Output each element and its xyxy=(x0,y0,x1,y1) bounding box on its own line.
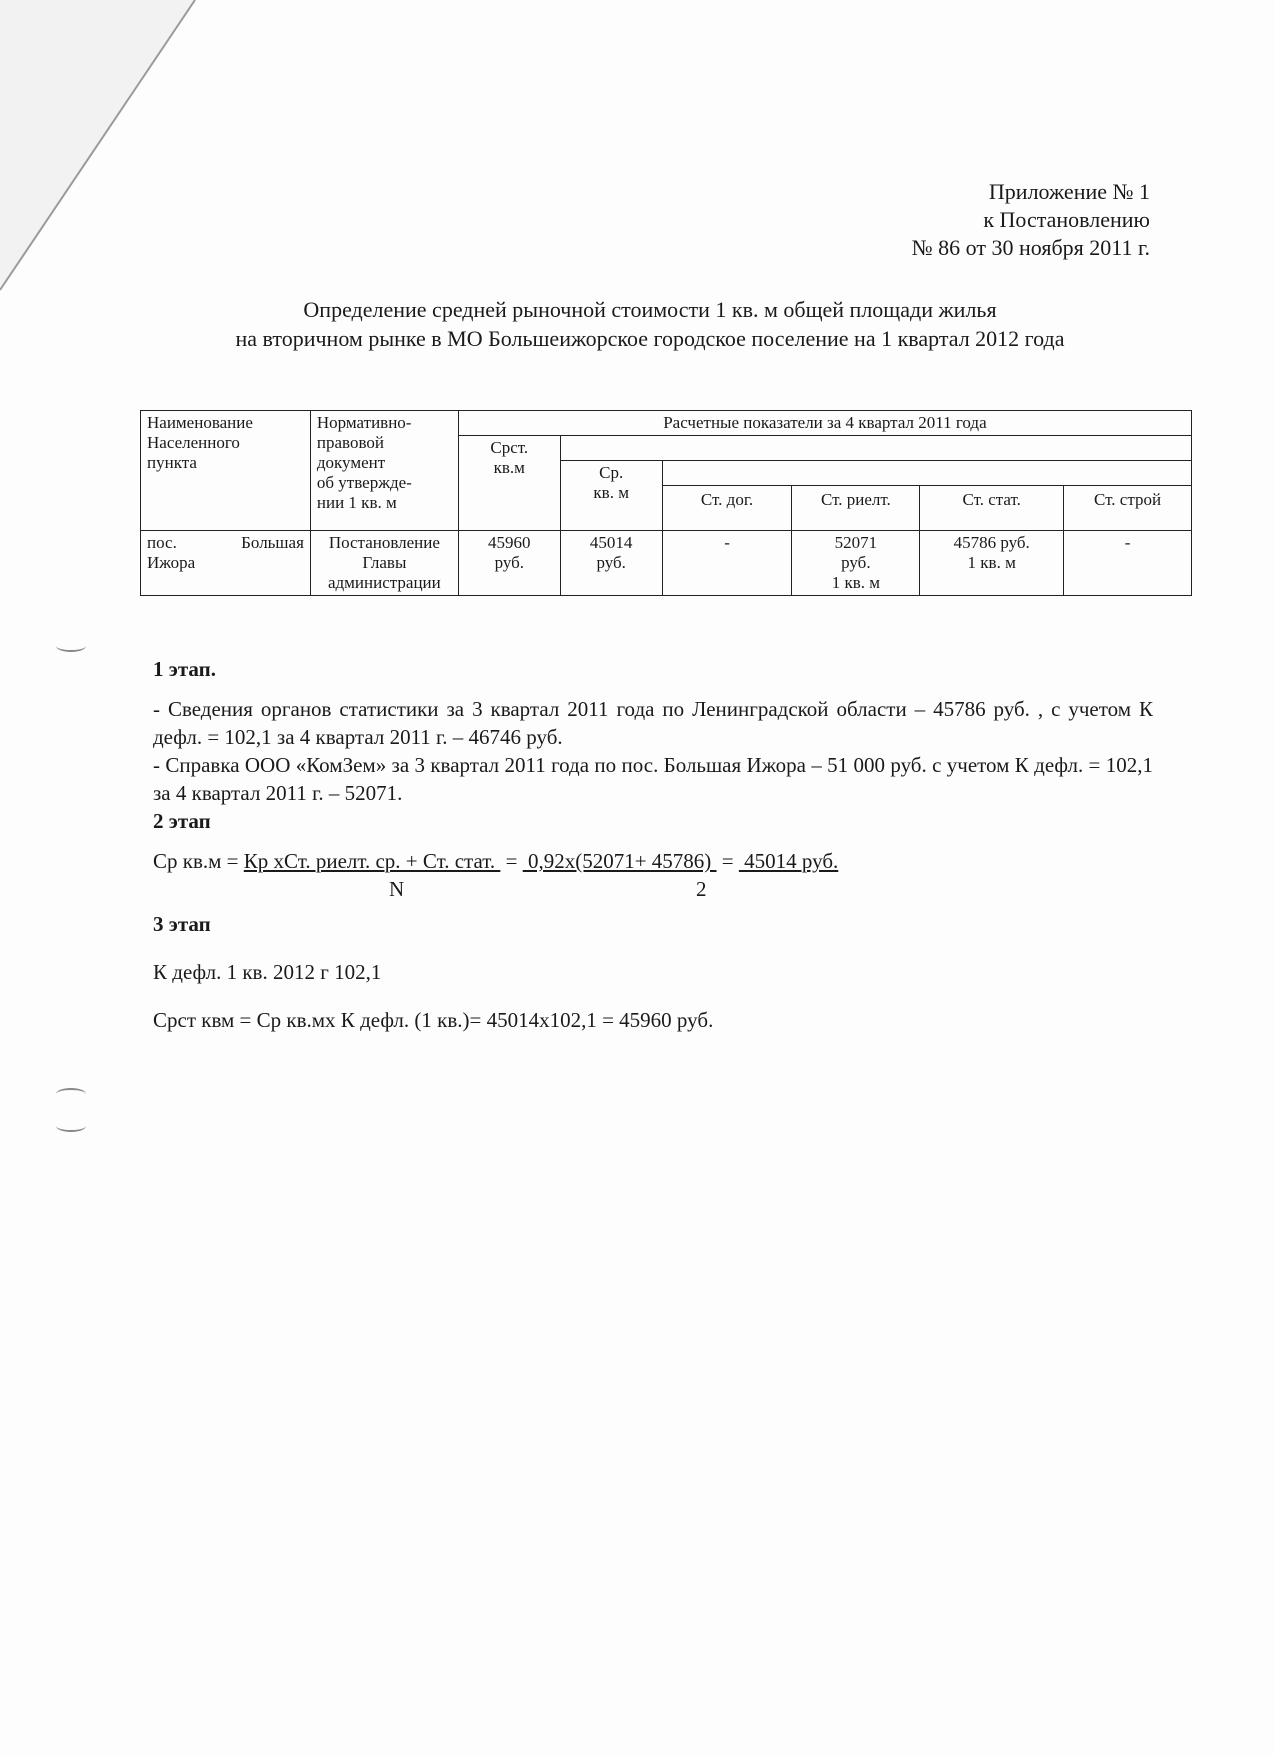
punch-hole-mark xyxy=(56,640,86,652)
stage-1-statistics-paragraph: - Сведения органов статистики за 3 квартал 2011 года по Ленинградской области – 45786 руб. , с учетом К дефл. = 102,1 за 4 квартал 2011 г. – 46746 руб. xyxy=(153,697,1153,749)
stage-1-section xyxy=(153,655,1153,835)
title-line-1: Определение средней рыночной стоимости 1 кв. м общей площади жилья xyxy=(303,297,997,322)
cell-document: Постановление Главы администрации xyxy=(310,531,458,596)
header-st-stroy: Ст. строй xyxy=(1064,486,1192,531)
page-fold-shadow xyxy=(0,0,200,300)
header-calculated-indicators: Расчетные показатели за 4 квартал 2011 года xyxy=(458,411,1191,436)
cell-st-stroy: - xyxy=(1064,531,1192,596)
header-st-dog: Ст. дог. xyxy=(662,486,792,531)
document-title xyxy=(0,295,1275,353)
table-row xyxy=(141,531,1192,596)
header-normative-document: Нормативно- правовой документ об утвержде- нии 1 кв. м xyxy=(310,411,458,531)
deflator-line: К дефл. 1 кв. 2012 г 102,1 xyxy=(153,960,382,984)
formula-fraction-1-numerator: Кр хСт. риелт. ср. + Ст. стат. xyxy=(243,849,501,873)
formula-fraction-1-denominator: N xyxy=(389,877,405,901)
indicators-table xyxy=(140,410,1192,596)
header-sr: Ср. кв. м xyxy=(560,461,662,531)
formula-lhs: Ср кв.м = xyxy=(153,849,244,873)
formula-fraction-2-denominator: 2 xyxy=(696,877,707,901)
stage-1-heading: 1 этап. xyxy=(153,657,216,681)
stage-3-section xyxy=(153,910,1153,1034)
punch-hole-mark xyxy=(56,1120,86,1132)
appendix-date: № 86 от 30 ноября 2011 г. xyxy=(911,235,1150,260)
cell-st-rielt: 52071 руб. 1 кв. м xyxy=(792,531,920,596)
appendix-resolution: к Постановлению xyxy=(983,207,1150,232)
appendix-header xyxy=(912,178,1150,262)
formula-result: 45014 руб. xyxy=(738,849,839,873)
header-settlement: Наименование Населенного пункта xyxy=(141,411,311,531)
cell-sr: 45014 руб. xyxy=(560,531,662,596)
cell-st-dog: - xyxy=(662,531,792,596)
srst-calculation-line: Срст квм = Ср кв.мх К дефл. (1 кв.)= 45014х102,1 = 45960 руб. xyxy=(153,1008,714,1032)
stage-2-heading: 2 этап xyxy=(153,809,211,833)
header-st-rielt: Ст. риелт. xyxy=(792,486,920,531)
cell-settlement: пос. Большая Ижора xyxy=(141,531,311,596)
cell-st-stat: 45786 руб. 1 кв. м xyxy=(920,531,1064,596)
stage-2-formula: Ср кв.м = Кр хСт. риелт. ср. + Ст. стат. = 0,92х(52071+ 45786) = 45014 руб. N 2 xyxy=(153,849,839,901)
header-srst: Срст. кв.м xyxy=(458,436,560,531)
formula-fraction-2-numerator: 0,92х(52071+ 45786) xyxy=(522,849,717,873)
stage-1-komzem-paragraph: - Справка ООО «КомЗем» за 3 квартал 2011 года по пос. Большая Ижора – 51 000 руб. с учетом К дефл. = 102,1 за 4 квартал 2011 г. – 52071. xyxy=(153,753,1153,805)
header-st-stat: Ст. стат. xyxy=(920,486,1064,531)
appendix-number: Приложение № 1 xyxy=(988,179,1150,204)
cell-srst: 45960 руб. xyxy=(458,531,560,596)
title-line-2: на вторичном рынке в МО Большеижорское городское поселение на 1 квартал 2012 года xyxy=(235,326,1065,351)
punch-hole-mark xyxy=(56,1088,86,1100)
stage-3-heading: 3 этап xyxy=(153,912,211,936)
